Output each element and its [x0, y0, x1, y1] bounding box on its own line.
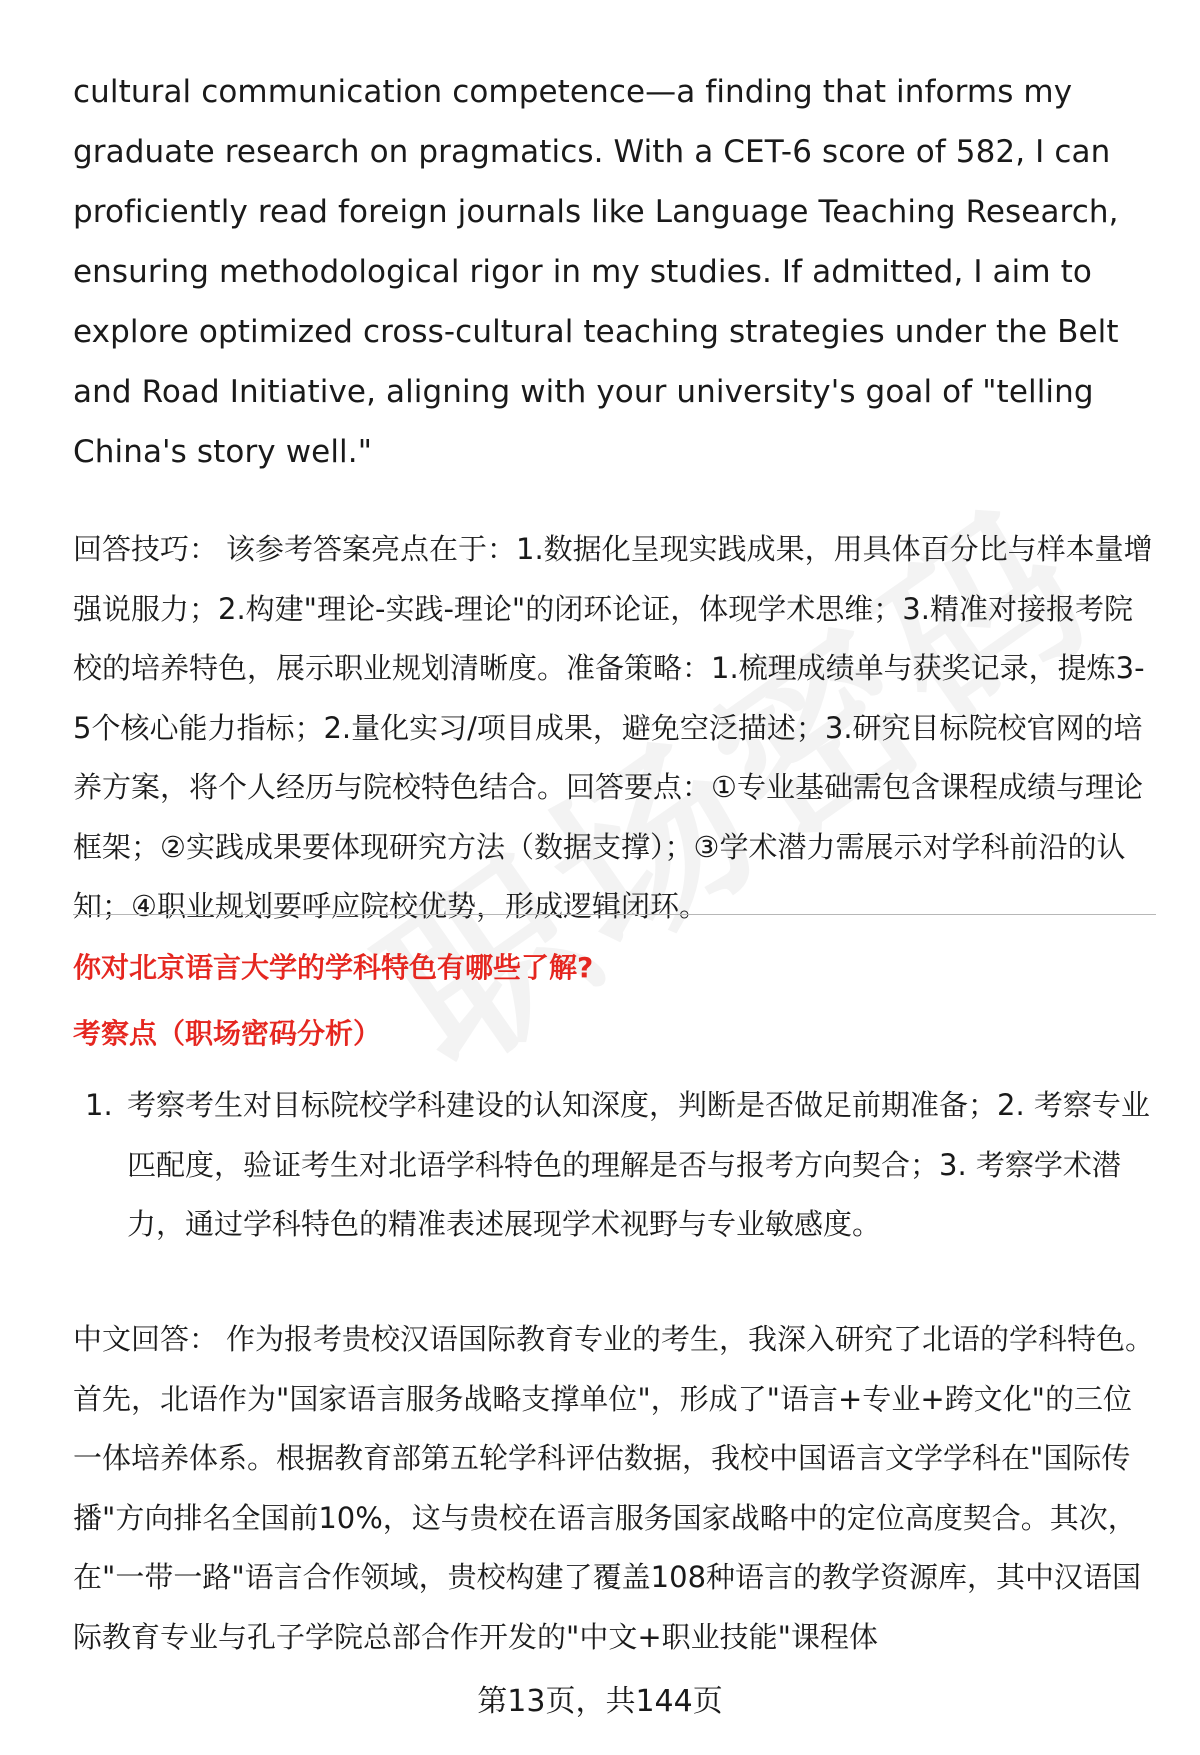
- list-item: [73, 1076, 1160, 1255]
- chinese-answer-paragraph: [73, 1310, 1160, 1667]
- page-number-footer: 第13页，共144页: [477, 1684, 723, 1719]
- list-item-text: 考察考生对目标院校学科建设的认知深度，判断是否做足前期准备；2. 考察专业匹配度，验证考生对北语学科特色的理解是否与报考方向契合；3. 考察学术潜力，通过学科特色的精准表述展现学术视野与专业敏感度。: [127, 1088, 1150, 1241]
- answer-tips-label: 回答技巧：: [73, 532, 219, 566]
- analysis-list: [73, 1076, 1160, 1255]
- analysis-heading: 考察点（职场密码分析）: [73, 1017, 382, 1050]
- answer-tips-paragraph: [73, 520, 1160, 937]
- answer-tips-text: 该参考答案亮点在于：1.数据化呈现实践成果，用具体百分比与样本量增强说服力；2.构建"理论-实践-理论"的闭环论证，体现学术思维；3.精准对接报考院校的培养特色，展示职业规划清晰度。准备策略：1.梳理成绩单与获奖记录，提炼3-5个核心能力指标；2.量化实习/项目成果，避免空泛描述；3.研究目标院校官网的培养方案，将个人经历与院校特色结合。回答要点：①专业基础需包含课程成绩与理论框架；②实践成果要体现研究方法（数据支撑）；③学术潜力需展示对学科前沿的认知；④职业规划要呼应院校优势，形成逻辑闭环。: [73, 532, 1153, 923]
- chinese-answer-text: 作为报考贵校汉语国际教育专业的考生，我深入研究了北语的学科特色。首先，北语作为"国家语言服务战略支撑单位"，形成了"语言+专业+跨文化"的三位一体培养体系。根据教育部第五轮学科评估数据，我校中国语言文学学科在"国际传播"方向排名全国前10%，这与贵校在语言服务国家战略中的定位高度契合。其次，在"一带一路"语言合作领域，贵校构建了覆盖108种语言的教学资源库，其中汉语国际教育专业与孔子学院总部合作开发的"中文+职业技能"课程体: [73, 1322, 1155, 1654]
- section-divider: [73, 914, 1156, 915]
- intro-paragraph: cultural communication competence—a finding that informs my graduate research on pragmatics. With a CET-6 score of 582, I can proficiently read foreign journals like Language Teaching Research, ensuring methodological rigor in my studies. If admitted, I aim to explore optimized cross-cultural teaching strategies under the Belt and Road Initiative, aligning with your university's goal of "telling China's story well.": [73, 74, 1119, 470]
- document-page: [73, 62, 1160, 1654]
- question-heading: 你对北京语言大学的学科特色有哪些了解?: [73, 951, 594, 984]
- chinese-answer-label: 中文回答：: [73, 1322, 219, 1356]
- list-item-number: 1.: [85, 1088, 113, 1122]
